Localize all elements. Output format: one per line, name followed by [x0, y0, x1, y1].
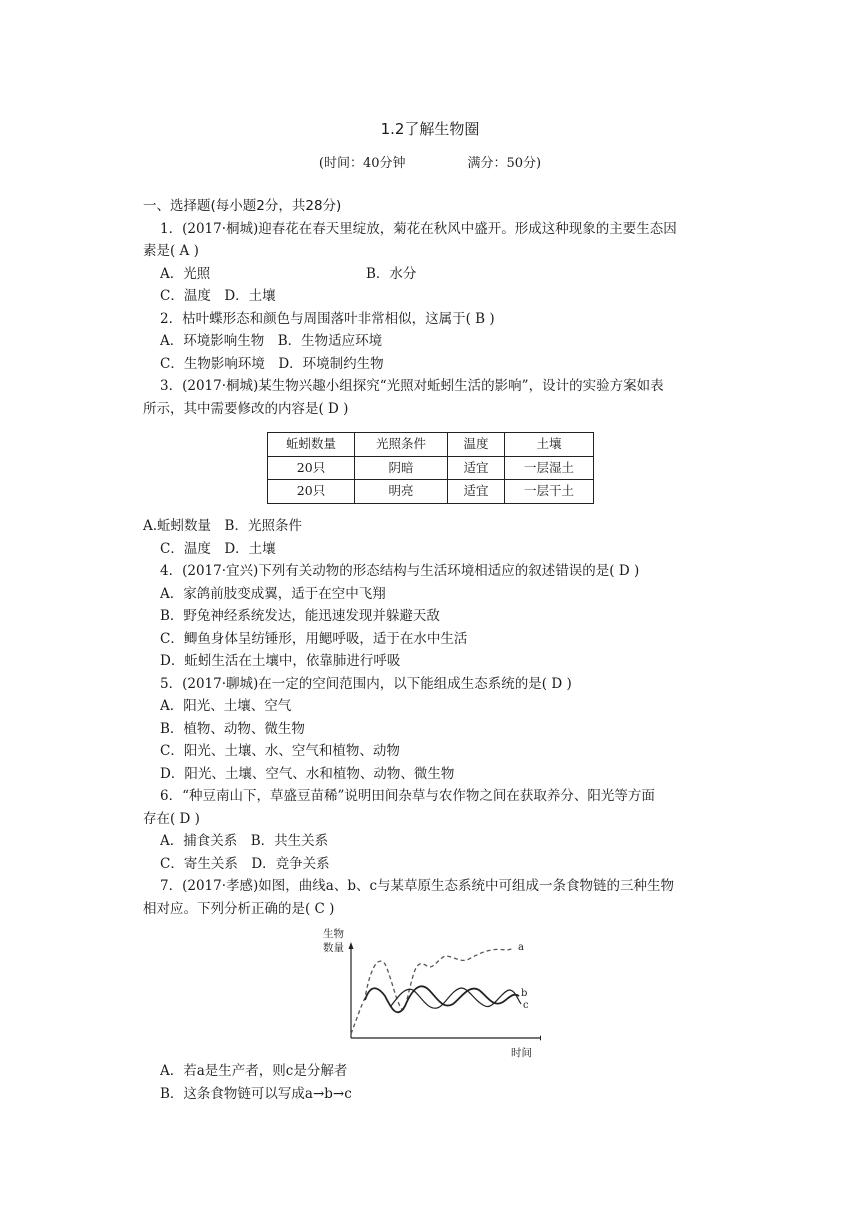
- y-axis-arrow: [349, 942, 354, 949]
- q6-options-cd: C．寄生关系 D．竞争关系: [160, 855, 330, 872]
- q2-options-cd: C．生物影响环境 D．环境制约生物: [160, 355, 384, 372]
- q7-option-b: B．这条食物链可以写成a→b→c: [160, 1085, 352, 1102]
- table-cell: 阴暗: [355, 456, 448, 480]
- q3-options-ab: A.蚯蚓数量 B．光照条件: [143, 518, 302, 534]
- q1-option-a: A．光照: [160, 265, 211, 282]
- table-cell: 明亮: [355, 480, 448, 504]
- y-axis-label-line2: 数量: [323, 942, 344, 954]
- q4-stem: 4．(2017·宜兴)下列有关动物的形态结构与生活环境相适应的叙述错误的是( D ): [160, 563, 640, 579]
- q1-stem-line2: 素是( A ): [143, 243, 199, 259]
- q5-option-b: B．植物、动物、微生物: [160, 720, 305, 737]
- q7-stem-line2: 相对应。下列分析正确的是( C ): [143, 900, 335, 917]
- table-cell: 20只: [268, 456, 355, 480]
- q7-stem-line1: 7．(2017·孝感)如图，曲线a、b、c与某草原生态系统中可组成一条食物链的三种生物: [160, 878, 675, 894]
- curve-b-label: b: [521, 988, 528, 999]
- curve-a-label: a: [518, 942, 524, 953]
- exam-info: [0, 152, 860, 171]
- population-chart-svg: [321, 926, 541, 1060]
- table-row: [268, 456, 594, 480]
- section-heading: 一、选择题(每小题2分，共28分): [143, 198, 342, 214]
- q6-options-ab: A．捕食关系 B．共生关系: [160, 833, 329, 849]
- table-cell: 20只: [268, 480, 355, 504]
- q4-option-a: A．家鸽前肢变成翼，适于在空中飞翔: [160, 585, 386, 602]
- q2-options-ab: A．环境影响生物 B．生物适应环境: [160, 333, 383, 349]
- experiment-table: [267, 432, 594, 504]
- q5-option-d: D．阳光、土壤、空气、水和植物、动物、微生物: [160, 765, 455, 782]
- q3-table-wrap: [267, 432, 733, 515]
- q3-stem-line1: 3．(2017·桐城)某生物兴趣小组探究“光照对蚯蚓生活的影响”，设计的实验方案如表: [160, 378, 664, 394]
- q3-stem-line2: 所示，其中需要修改的内容是( D ): [143, 400, 349, 417]
- q7-option-a: A．若a是生产者，则c是分解者: [160, 1063, 348, 1079]
- curve-c-label: c: [523, 1000, 529, 1011]
- x-axis-label: 时间: [511, 1047, 532, 1059]
- table-header-row: [268, 433, 594, 457]
- time-limit: (时间：40分钟: [318, 156, 406, 171]
- full-score: 满分：50分): [467, 156, 542, 171]
- q4-option-b: B．野兔神经系统发达，能迅速发现并躲避天敌: [160, 608, 440, 624]
- curve-a: [351, 948, 513, 1034]
- q1-stem-line1: 1．(2017·桐城)迎春花在春天里绽放，菊花在秋风中盛开。形成这种现象的主要生态因: [160, 220, 677, 237]
- table-cell: 适宜: [448, 456, 505, 480]
- q3-options-cd: C．温度 D．土壤: [160, 540, 276, 557]
- q1-option-b: B．水分: [366, 265, 417, 282]
- question-list: [143, 195, 733, 1105]
- q2-stem: 2．枯叶蝶形态和颜色与周围落叶非常相似，这属于( B ): [160, 310, 495, 327]
- q6-stem-line2: 存在( D ): [143, 810, 200, 827]
- table-header-cell: 温度: [448, 433, 505, 457]
- q5-option-a: A．阳光、土壤、空气: [160, 698, 292, 714]
- q5-stem: 5．(2017·聊城)在一定的空间范围内，以下能组成生态系统的是( D ): [160, 675, 572, 692]
- table-header-cell: 光照条件: [355, 433, 448, 457]
- table-header-cell: 蚯蚓数量: [268, 433, 355, 457]
- q4-option-c: C．鲫鱼身体呈纺锤形，用鳃呼吸，适于在水中生活: [160, 630, 468, 647]
- q1-options-ab: [143, 263, 733, 286]
- y-axis-label-line1: 生物: [323, 928, 344, 940]
- table-cell: 一层湿土: [505, 456, 594, 480]
- page-title: 1.2了解生物圈: [380, 120, 480, 138]
- q6-stem-line1: 6．“种豆南山下，草盛豆苗稀”说明田间杂草与农作物之间在获取养分、阳光等方面: [160, 788, 655, 804]
- table-row: [268, 480, 594, 504]
- q1-options-cd: C．温度 D．土壤: [160, 288, 276, 304]
- table-header-cell: 土壤: [505, 433, 594, 457]
- population-chart: [321, 926, 541, 1060]
- table-cell: 一层干土: [505, 480, 594, 504]
- q4-option-d: D．蚯蚓生活在土壤中，依靠肺进行呼吸: [160, 653, 401, 669]
- x-axis-arrow: [540, 1036, 541, 1041]
- curve-c: [391, 988, 521, 1008]
- curve-b: [365, 986, 519, 1012]
- table-cell: 适宜: [448, 480, 505, 504]
- q5-option-c: C．阳光、土壤、水、空气和植物、动物: [160, 743, 400, 759]
